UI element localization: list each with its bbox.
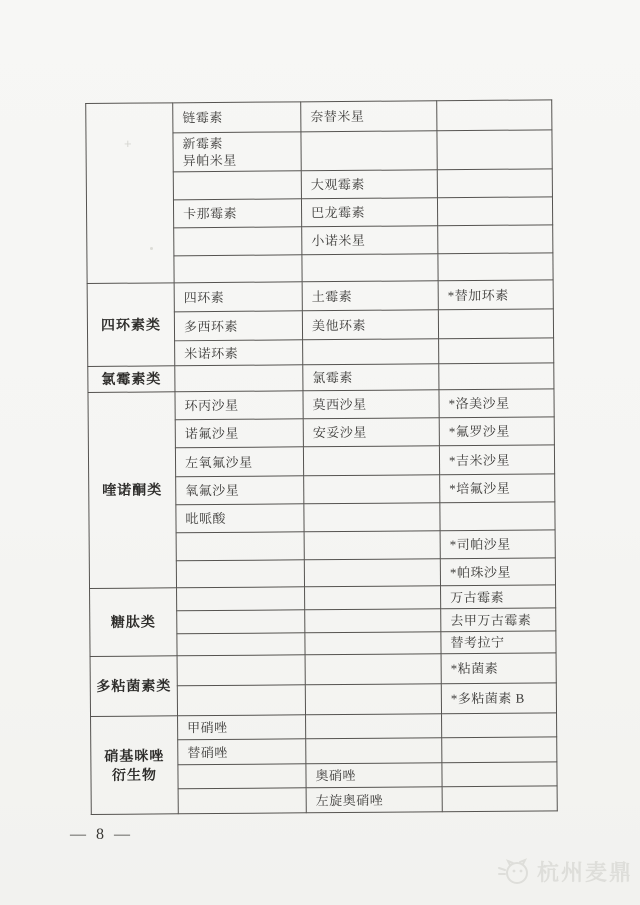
category-cell <box>86 103 174 284</box>
drug-cell: 多西环素 <box>174 311 302 341</box>
drug-cell: 大观霉素 <box>301 170 437 199</box>
drug-cell: 米诺环素 <box>175 340 303 366</box>
category-cell: 四环素类 <box>87 283 175 367</box>
drug-cell <box>442 786 557 812</box>
drug-cell <box>303 339 439 365</box>
drug-cell: 奥硝唑 <box>306 763 442 788</box>
scan-artifact-plus: + <box>124 136 132 151</box>
drug-cell: 左氧氟沙星 <box>175 447 303 477</box>
table-row <box>87 280 553 313</box>
drug-cell: 环丙沙星 <box>175 391 303 420</box>
drug-cell <box>304 503 440 532</box>
drug-cell: 四环素 <box>174 282 302 312</box>
drug-cell: 链霉素 <box>173 102 301 133</box>
drug-cell <box>301 131 437 171</box>
drug-cell: 小诺米星 <box>302 226 438 255</box>
drug-cell <box>303 446 439 476</box>
drug-cell <box>305 632 441 655</box>
drug-cell: *司帕沙星 <box>440 530 555 559</box>
drug-cell: 美他环素 <box>302 310 438 340</box>
drug-cell <box>174 227 302 256</box>
drug-cell: *培氟沙星 <box>440 474 555 503</box>
drug-cell: *帕珠沙星 <box>440 558 555 586</box>
table-row <box>91 713 557 741</box>
drug-cell <box>304 475 440 504</box>
drug-cell <box>438 253 553 281</box>
drug-cell <box>176 560 304 588</box>
antibiotic-classification-table <box>85 99 558 815</box>
drug-cell: *氟罗沙星 <box>439 417 554 446</box>
table-row <box>88 389 554 421</box>
drug-cell <box>437 100 552 131</box>
drug-cell <box>177 587 305 611</box>
drug-cell <box>176 532 304 561</box>
watermark <box>496 855 633 887</box>
drug-cell: 替硝唑 <box>178 739 306 765</box>
drug-cell: *洛美沙星 <box>439 389 554 418</box>
drug-cell: 去甲万古霉素 <box>441 608 556 632</box>
drug-cell <box>306 738 442 764</box>
drug-cell <box>173 171 301 200</box>
drug-cell: 诺氟沙星 <box>175 419 303 448</box>
drug-cell <box>178 788 306 814</box>
drug-cell: *替加环素 <box>438 280 553 310</box>
drug-cell <box>177 655 305 686</box>
drug-cell <box>442 713 557 738</box>
watermark-text: 杭州麦鼎 <box>537 859 634 885</box>
drug-cell <box>177 633 305 656</box>
drug-cell <box>437 169 552 198</box>
category-cell: 氯霉素类 <box>88 366 175 393</box>
drug-cell <box>442 762 557 787</box>
drug-cell: *粘菌素 <box>441 653 556 684</box>
drug-cell: 吡哌酸 <box>176 504 304 533</box>
drug-cell <box>305 586 441 610</box>
drug-cell <box>302 254 438 282</box>
drug-cell: 左旋奥硝唑 <box>306 787 442 813</box>
category-cell: 硝基咪唑 衍生物 <box>91 716 179 815</box>
drug-cell <box>304 559 440 587</box>
drug-cell <box>440 502 555 531</box>
drug-cell: *多粘菌素 B <box>441 683 556 714</box>
drug-cell <box>437 197 552 226</box>
drug-cell: 万古霉素 <box>441 585 556 609</box>
scan-artifact-dot <box>150 247 153 250</box>
drug-cell <box>438 225 553 254</box>
maiding-cat-logo-icon <box>496 855 532 887</box>
table-row <box>88 363 554 393</box>
drug-cell <box>442 737 557 763</box>
drug-cell <box>305 684 441 715</box>
drug-cell <box>177 610 305 634</box>
drug-cell <box>306 714 442 739</box>
drug-cell <box>175 365 303 392</box>
drug-cell <box>305 609 441 633</box>
drug-cell: 替考拉宁 <box>441 631 556 654</box>
category-cell: 喹诺酮类 <box>88 392 177 589</box>
category-cell: 糖肽类 <box>90 588 178 657</box>
antibiotic-table-wrap <box>85 99 559 815</box>
drug-cell <box>438 309 553 339</box>
drug-cell: 巴龙霉素 <box>301 198 437 227</box>
drug-cell: 卡那霉素 <box>173 199 301 228</box>
drug-cell <box>439 363 554 390</box>
drug-cell <box>174 255 302 283</box>
drug-cell: 甲硝唑 <box>178 715 306 740</box>
drug-cell <box>305 654 441 685</box>
drug-cell: 新霉素 异帕米星 <box>173 132 301 172</box>
drug-cell <box>177 685 305 716</box>
drug-cell <box>304 531 440 560</box>
drug-cell: 奈替米星 <box>301 101 437 132</box>
drug-cell <box>178 764 306 789</box>
table-row <box>86 100 552 134</box>
category-cell: 多粘菌素类 <box>90 656 177 717</box>
drug-cell <box>437 130 552 170</box>
drug-cell: 莫西沙星 <box>303 390 439 419</box>
drug-cell: 土霉素 <box>302 281 438 311</box>
drug-cell <box>439 338 554 364</box>
drug-cell: 安妥沙星 <box>303 418 439 447</box>
page-number: — 8 — <box>70 826 133 843</box>
drug-cell: 氧氟沙星 <box>176 476 304 505</box>
drug-cell: 氯霉素 <box>303 364 439 391</box>
table-row <box>90 653 556 687</box>
drug-cell: *吉米沙星 <box>439 445 554 475</box>
